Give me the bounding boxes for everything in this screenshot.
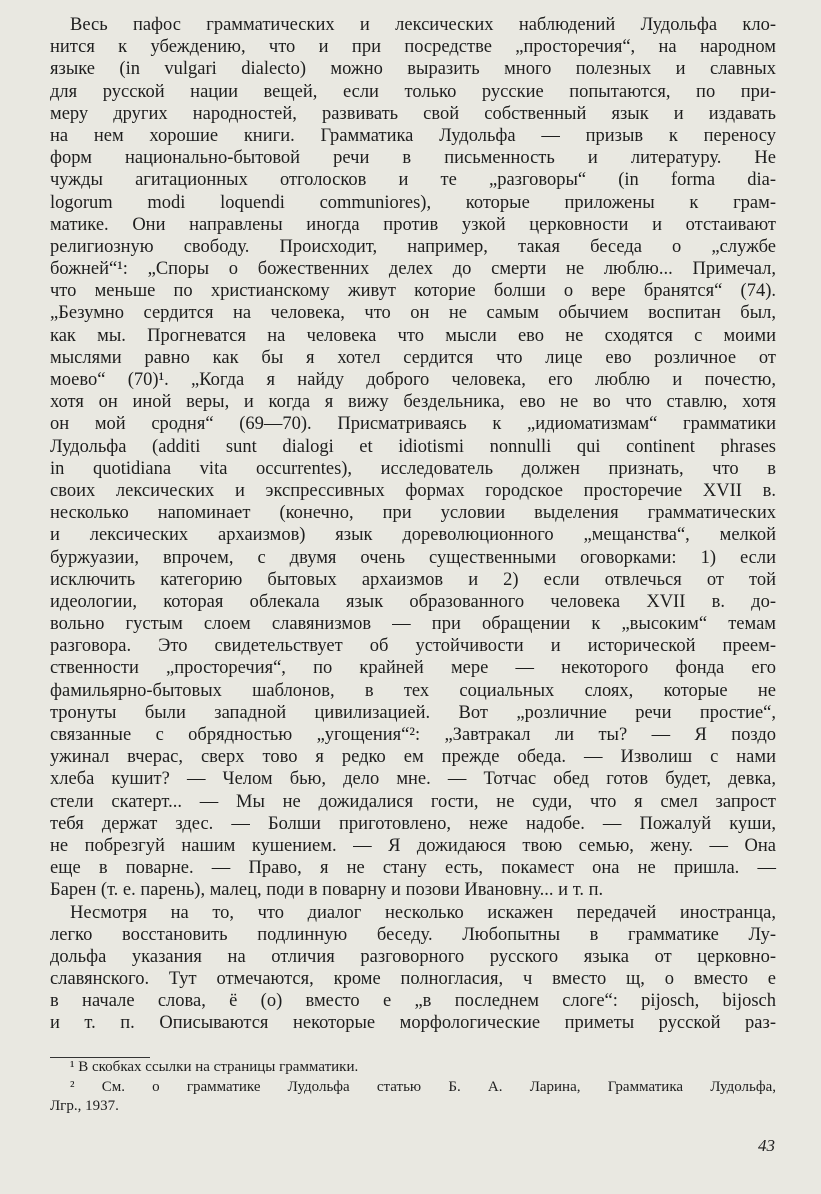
text-line: связанные с обрядностью „угощения“²: „Завтракал ли ты? — Я поздо xyxy=(50,725,776,745)
text-line: еще в поварне. — Право, я не стану есть, покамест она не пришла. — xyxy=(50,858,776,879)
text-line: своих лексических и экспрессивных формах городское просторечие XVII в. xyxy=(50,480,776,501)
text-line: форм национально-бытовой речи в письменность и литературу. Не xyxy=(50,148,776,169)
text-line: славянского. Тут отмечаются, кроме полногласия, ч вместо щ, о вместо е xyxy=(50,969,776,990)
text-line: и т. п. Описываются некоторые морфологические приметы русской раз- xyxy=(50,1013,776,1034)
text-line: легко восстановить подлинную беседу. Любопытны в грамматике Лу- xyxy=(50,924,776,945)
text-line: меру других народностей, развивать свой собственный язык и издавать xyxy=(50,103,776,124)
text-line: языке (in vulgari dialecto) можно выразить много полезных и славных xyxy=(50,59,776,80)
text-line: мыслями равно как бы я хотел сердится что лице ево розличное от xyxy=(50,347,776,368)
text-line: несколько напоминает (конечно, при условии выделения грамматических xyxy=(50,503,776,524)
text-line: ственности „просторечия“, по крайней мере — некоторого фонда его xyxy=(50,658,776,679)
text-line: in quotidiana vita occurrentes), исследователь должен признать, что в xyxy=(50,458,776,479)
text-line: нится к убеждению, что и при посредстве „просторечия“, на народном xyxy=(50,37,776,58)
text-line: религиозную свободу. Происходит, например, такая беседа о „службе xyxy=(50,236,776,257)
text-line: хлеба кушит? — Челом бью, дело мне. — Тотчас обед готов будет, девка, xyxy=(50,769,776,790)
text-line: в начале слова, ё (о) вместо е „в последнем слоге“: pijosch, bijosch xyxy=(50,991,776,1012)
footnote-line: ¹ В скобках ссылки на страницы грамматики. xyxy=(70,1059,359,1075)
footnote-line: Лгр., 1937. xyxy=(50,1098,119,1114)
text-line: хотя он иной веры, и когда я вижу бездельника, ево не во что ставлю, хотя xyxy=(50,392,776,413)
main-text xyxy=(50,14,776,1035)
text-line: идеологии, которая облекала язык образованного человека XVII в. до- xyxy=(50,591,776,612)
text-line: он мой сродня“ (69—70). Присматриваясь к „идиоматизмам“ грамматики xyxy=(50,414,776,435)
text-line: стели скатерт... — Мы не дожидалися гости, не суди, что я смел запрост xyxy=(50,791,776,812)
text-line: разговора. Это свидетельствует об устойчивости и исторической преем- xyxy=(50,636,776,657)
text-line: „Безумно сердится на человека, что он не самым обычием воспитан был, xyxy=(50,303,776,324)
text-line: буржуазии, впрочем, с двумя очень существенными оговорками: 1) если xyxy=(50,547,776,568)
text-line: тронуты были западной цивилизацией. Вот „розличние речи простие“, xyxy=(50,702,776,723)
text-line: Лудольфа (additi sunt dialogi et idiotismi nonnulli qui continent phrases xyxy=(50,436,776,457)
text-line: тебя держат здес. — Болши приготовлено, неже надобе. — Пожалуй куши, xyxy=(50,813,776,834)
text-line: и лексических архаизмов) язык дореволюционного „мещанства“, мелкой xyxy=(50,525,776,546)
text-line: ужинал вчерас, сверх тово я редко ем прежде обеда. — Изволиш с нами xyxy=(50,747,776,768)
text-line: Весь пафос грамматических и лексических наблюдений Лудольфа кло- xyxy=(70,15,776,35)
text-line: что меньше по христианскому живут которие болши о вере бранятся“ (74). xyxy=(50,281,776,302)
text-line: божней“¹: „Споры о божественних делех до смерти не люблю... Примечал, xyxy=(50,259,776,280)
text-line: Барен (т. е. парень), малец, поди в поварну и позови Ивановну... и т. п. xyxy=(50,880,604,901)
page-number: 43 xyxy=(758,1136,775,1155)
text-line: матике. Они направлены иногда против узкой церковности и отстаивают xyxy=(50,214,776,235)
footnotes xyxy=(50,1058,776,1117)
text-line: моево“ (70)¹. „Когда я найду доброго человека, его люблю и почестю, xyxy=(50,370,776,390)
text-line: не побрезгуй нашим кушением. — Я дожидаюся твою семью, жену. — Она xyxy=(50,835,776,856)
text-line: на нем хорошие книги. Грамматика Лудольфа — призыв к переносу xyxy=(50,125,776,146)
footnote-line: ² См. о грамматике Лудольфа статью Б. А. Ларина, Грамматика Лудольфа, xyxy=(70,1078,776,1095)
text-line: исключить категорию бытовых архаизмов и 2) если отвлечься от той xyxy=(50,569,776,590)
text-line: фамильярно-бытовых шаблонов, в тех социальных слоях, которые не xyxy=(50,680,776,701)
text-line: как мы. Прогневатся на человека что мысли ево не сходятся с моими xyxy=(50,325,776,346)
text-line: чужды агитационных отголосков и те „разговоры“ (in forma dia- xyxy=(50,170,776,191)
text-line: вольно густым слоем славянизмов — при обращении к „высоким“ темам xyxy=(50,614,776,635)
text-line: Несмотря на то, что диалог несколько искажен передачей иностранца, xyxy=(70,902,776,923)
text-line: logorum modi loquendi communiores), которые приложены к грам- xyxy=(50,192,776,213)
text-line: дольфа указания на отличия разговорного русского языка от церковно- xyxy=(50,946,776,967)
text-line: для русской нации вещей, если только русские попытаются, по при- xyxy=(50,81,776,102)
